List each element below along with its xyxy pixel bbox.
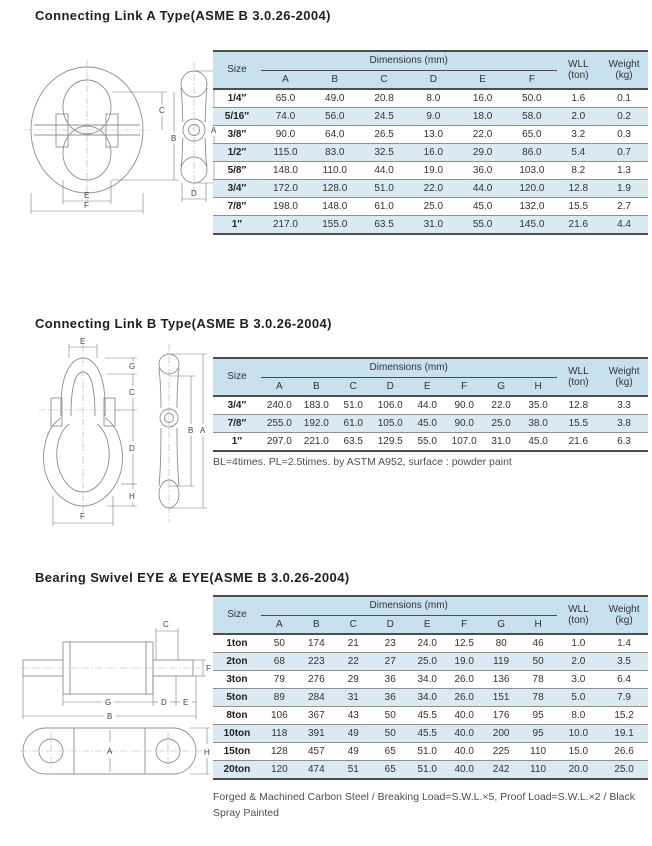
dim-cell: 49 [335, 725, 372, 743]
dim-label: A [211, 126, 217, 135]
weight-cell: 26.6 [600, 743, 648, 761]
dim-cell: 35.0 [520, 396, 557, 415]
dim-cell: 20.8 [359, 89, 408, 108]
dim-label: E [84, 191, 90, 200]
dim-column-header: F [446, 378, 483, 397]
dim-cell: 110.0 [310, 162, 359, 180]
size-cell: 1ton [213, 634, 261, 653]
swivel-note: Forged & Machined Carbon Steel / Breaking Load=S.W.L.×5, Proof Load=S.W.L.×2 / Black Spray Painted [213, 791, 635, 819]
weight-cell: 1.3 [600, 162, 648, 180]
wll-cell: 1.0 [557, 634, 601, 653]
wll-cell: 3.2 [557, 126, 601, 144]
dim-column-header: E [409, 378, 446, 397]
size-cell: 3ton [213, 671, 261, 689]
wll-cell: 5.0 [557, 689, 601, 707]
dim-column-header: B [310, 71, 359, 90]
dim-cell: 34.0 [409, 671, 446, 689]
weight-cell: 7.9 [600, 689, 648, 707]
dim-cell: 50 [520, 653, 557, 671]
dim-cell: 367 [298, 707, 335, 725]
dim-cell: 276 [298, 671, 335, 689]
dim-cell: 24.5 [359, 108, 408, 126]
dim-cell: 225 [483, 743, 520, 761]
dim-label: B [188, 426, 194, 435]
weight-cell: 0.7 [600, 144, 648, 162]
dim-cell: 474 [298, 761, 335, 780]
dim-cell: 83.0 [310, 144, 359, 162]
dim-cell: 391 [298, 725, 335, 743]
table-row [213, 89, 648, 108]
weight-cell: 3.5 [600, 653, 648, 671]
dim-cell: 45.0 [409, 415, 446, 433]
weight-cell: 25.0 [600, 761, 648, 780]
dim-cell: 110 [520, 761, 557, 780]
dim-cell: 55.0 [417, 435, 437, 447]
weight-cell: 1.9 [600, 180, 648, 198]
dim-cell: 58.0 [507, 108, 556, 126]
dim-cell: 89 [261, 689, 298, 707]
dim-cell: 128 [261, 743, 298, 761]
dim-cell: 129.5 [377, 435, 403, 447]
table-row [213, 108, 648, 126]
dim-column-header: E [409, 616, 446, 635]
dim-cell: 61.0 [335, 415, 372, 433]
dim-cell: 9.0 [409, 108, 458, 126]
dim-cell: 63.5 [359, 216, 408, 235]
dim-label: C [163, 620, 169, 629]
dim-cell: 29 [335, 671, 372, 689]
dim-cell: 145.0 [507, 216, 556, 235]
wll-column-header: WLL (ton) [557, 51, 601, 89]
dim-cell: 16.0 [409, 144, 458, 162]
dim-label: B [107, 712, 113, 721]
table-row [213, 671, 648, 689]
dim-column-header: E [458, 71, 507, 90]
dim-cell: 51.0 [335, 396, 372, 415]
dim-cell: 24.0 [409, 634, 446, 653]
dim-cell: 44.0 [409, 396, 446, 415]
dim-cell: 51.0 [359, 180, 408, 198]
dim-column-header: H [520, 616, 557, 635]
dim-cell: 26.5 [359, 126, 408, 144]
table-row [213, 144, 648, 162]
table-row [213, 653, 648, 671]
dim-cell: 65 [372, 761, 409, 780]
dim-label: G [129, 362, 136, 371]
dim-cell: 132.0 [507, 198, 556, 216]
weight-cell: 1.4 [600, 634, 648, 653]
dim-cell: 40.0 [446, 707, 483, 725]
dim-cell: 78 [520, 671, 557, 689]
dim-cell: 95 [520, 725, 557, 743]
dim-column-header: A [261, 71, 310, 90]
table-row [213, 396, 648, 415]
dim-cell: 40.0 [446, 725, 483, 743]
dim-cell: 16.0 [458, 89, 507, 108]
dim-cell: 22.0 [409, 180, 458, 198]
dim-cell: 50 [372, 707, 409, 725]
wll-cell: 20.0 [557, 761, 601, 780]
wll-cell: 15.0 [557, 743, 601, 761]
dim-cell: 25.0 [483, 415, 520, 433]
dim-cell: 255.0 [261, 415, 298, 433]
dim-label: F [84, 201, 89, 210]
size-cell: 7/8″ [213, 415, 261, 433]
dim-label: G [105, 698, 112, 707]
table-row [213, 725, 648, 743]
wll-cell: 21.6 [568, 435, 589, 447]
size-column-header: Size [213, 51, 261, 89]
weight-cell: 6.4 [600, 671, 648, 689]
dim-label: D [161, 698, 167, 707]
dim-cell: 25.0 [409, 198, 458, 216]
dim-cell: 49 [335, 743, 372, 761]
dim-cell: 457 [298, 743, 335, 761]
size-cell: 20ton [213, 761, 261, 780]
link-b-technical-drawing [25, 336, 215, 532]
size-cell: 5/16″ [213, 108, 261, 126]
dim-cell: 22.0 [483, 396, 520, 415]
wll-cell: 2.0 [557, 108, 601, 126]
wll-cell: 12.8 [557, 180, 601, 198]
dim-cell: 120 [261, 761, 298, 780]
table-row [213, 180, 648, 198]
dim-column-header: F [446, 616, 483, 635]
dim-cell: 155.0 [310, 216, 359, 235]
wll-column-header: WLL (ton) [557, 596, 601, 634]
dim-label: C [159, 106, 165, 115]
dim-label: D [191, 189, 197, 198]
dim-column-header: D [372, 616, 409, 635]
dim-column-header: B [298, 616, 335, 635]
dim-label: H [204, 748, 210, 757]
table-row [213, 433, 648, 452]
dim-cell: 31.0 [491, 435, 511, 447]
dim-column-header: G [483, 378, 520, 397]
dim-cell: 26.0 [446, 689, 483, 707]
dim-cell: 8.0 [409, 89, 458, 108]
dim-cell: 19.0 [409, 162, 458, 180]
size-column-header: Size [213, 358, 261, 396]
dim-cell: 45.0 [528, 435, 548, 447]
dim-cell: 176 [483, 707, 520, 725]
dim-cell: 65.0 [507, 126, 556, 144]
dim-cell: 65 [372, 743, 409, 761]
dim-cell: 31.0 [409, 216, 458, 235]
wll-cell: 5.4 [557, 144, 601, 162]
dim-cell: 18.0 [458, 108, 507, 126]
dim-cell: 106.0 [372, 396, 409, 415]
dim-label: B [171, 134, 177, 143]
table-row [213, 162, 648, 180]
weight-cell: 19.1 [600, 725, 648, 743]
dim-cell: 56.0 [310, 108, 359, 126]
dim-cell: 200 [483, 725, 520, 743]
size-cell: 1/2″ [213, 144, 261, 162]
swivel-spec-table [213, 595, 648, 780]
weight-cell: 2.7 [600, 198, 648, 216]
dim-column-header: B [298, 378, 335, 397]
dim-column-header: D [372, 378, 409, 397]
wll-cell: 15.5 [557, 198, 601, 216]
dim-cell: 105.0 [372, 415, 409, 433]
size-cell: 5/8″ [213, 162, 261, 180]
table-row [213, 198, 648, 216]
dim-cell: 148.0 [310, 198, 359, 216]
spec-table [213, 595, 648, 780]
weight-cell: 0.2 [600, 108, 648, 126]
weight-cell: 3.8 [600, 415, 648, 433]
dim-label: D [129, 444, 135, 453]
table-row [213, 743, 648, 761]
dim-column-header: C [335, 616, 372, 635]
weight-column-header: Weight (kg) [600, 51, 648, 89]
table-row [213, 761, 648, 780]
dim-cell: 174 [298, 634, 335, 653]
wll-cell: 8.0 [557, 707, 601, 725]
weight-column-header: Weight (kg) [600, 596, 648, 634]
dim-cell: 25.0 [409, 653, 446, 671]
dim-label: E [183, 698, 189, 707]
dim-cell: 221.0 [303, 435, 329, 447]
size-cell: 5ton [213, 689, 261, 707]
size-cell: 3/8″ [213, 126, 261, 144]
section-title-swivel: Bearing Swivel EYE & EYE(ASME B 3.0.26-2004) [35, 570, 350, 585]
dim-cell: 27 [372, 653, 409, 671]
dimensions-header: Dimensions (mm) [261, 358, 557, 378]
dim-label: C [129, 388, 135, 397]
dim-label: F [80, 512, 85, 521]
dim-cell: 240.0 [261, 396, 298, 415]
dim-cell: 217.0 [261, 216, 310, 235]
dim-cell: 36 [372, 689, 409, 707]
dim-cell: 50.0 [507, 89, 556, 108]
dim-cell: 46 [520, 634, 557, 653]
dim-column-header: F [507, 71, 556, 90]
size-cell: 3/4″ [213, 396, 261, 415]
dim-column-header: G [483, 616, 520, 635]
dim-label: F [206, 664, 211, 673]
dim-cell: 13.0 [409, 126, 458, 144]
dim-cell: 223 [298, 653, 335, 671]
dim-cell: 26.0 [446, 671, 483, 689]
dim-column-header: C [359, 71, 408, 90]
dim-cell: 148.0 [261, 162, 310, 180]
link-b-note: BL=4times. PL=2.5times. by ASTM A952, surface : powder paint [213, 456, 512, 468]
dim-cell: 183.0 [298, 396, 335, 415]
dim-cell: 40.0 [446, 761, 483, 780]
dimensions-header: Dimensions (mm) [261, 596, 557, 616]
table-row [213, 634, 648, 653]
table-row [213, 415, 648, 433]
dim-cell: 172.0 [261, 180, 310, 198]
dim-cell: 50 [372, 725, 409, 743]
spec-table [213, 50, 648, 235]
dim-cell: 44.0 [458, 180, 507, 198]
dim-cell: 107.0 [451, 435, 477, 447]
dim-cell: 90.0 [446, 415, 483, 433]
weight-column-header: Weight (kg) [600, 358, 648, 396]
dim-cell: 119 [483, 653, 520, 671]
dim-cell: 118 [261, 725, 298, 743]
size-cell: 8ton [213, 707, 261, 725]
dim-cell: 64.0 [310, 126, 359, 144]
dim-column-header: A [261, 378, 298, 397]
dim-cell: 34.0 [409, 689, 446, 707]
dim-cell: 50 [261, 634, 298, 653]
dim-cell: 110 [520, 743, 557, 761]
wll-cell: 8.2 [557, 162, 601, 180]
wll-cell: 15.5 [557, 415, 601, 433]
dim-cell: 22.0 [458, 126, 507, 144]
link-b-spec-table [213, 357, 648, 452]
wll-column-header: WLL (ton) [557, 358, 601, 396]
dim-cell: 90.0 [446, 396, 483, 415]
dim-cell: 36 [372, 671, 409, 689]
dim-column-header: C [335, 378, 372, 397]
dim-cell: 86.0 [507, 144, 556, 162]
dim-cell: 43 [335, 707, 372, 725]
dim-label: E [80, 337, 86, 346]
dim-cell: 44.0 [359, 162, 408, 180]
size-cell: 15ton [213, 743, 261, 761]
dim-cell: 12.5 [446, 634, 483, 653]
dim-cell: 36.0 [458, 162, 507, 180]
dim-cell: 63.5 [343, 435, 363, 447]
section-title-link-b: Connecting Link B Type(ASME B 3.0.26-2004) [35, 316, 332, 331]
dim-cell: 95 [520, 707, 557, 725]
dim-cell: 45.5 [409, 707, 446, 725]
dim-cell: 136 [483, 671, 520, 689]
wll-cell: 21.6 [557, 216, 601, 235]
size-column-header: Size [213, 596, 261, 634]
dim-cell: 106 [261, 707, 298, 725]
dim-cell: 192.0 [298, 415, 335, 433]
dim-cell: 90.0 [261, 126, 310, 144]
size-cell: 10ton [213, 725, 261, 743]
size-cell: 3/4″ [213, 180, 261, 198]
dim-cell: 79 [261, 671, 298, 689]
dim-cell: 284 [298, 689, 335, 707]
dim-label: A [107, 747, 113, 756]
wll-cell: 12.8 [557, 396, 601, 415]
dim-cell: 61.0 [359, 198, 408, 216]
dim-cell: 65.0 [261, 89, 310, 108]
size-cell: 1″ [231, 435, 243, 447]
section-title-link-a: Connecting Link A Type(ASME B 3.0.26-2004) [35, 8, 331, 23]
dim-column-header: H [520, 378, 557, 397]
dim-cell: 45.5 [409, 725, 446, 743]
wll-cell: 10.0 [557, 725, 601, 743]
size-cell: 2ton [213, 653, 261, 671]
wll-cell: 3.0 [557, 671, 601, 689]
dim-label: H [129, 492, 135, 501]
table-row [213, 126, 648, 144]
dim-cell: 40.0 [446, 743, 483, 761]
dim-label: A [200, 426, 206, 435]
weight-cell: 15.2 [600, 707, 648, 725]
dim-column-header: D [409, 71, 458, 90]
dim-cell: 242 [483, 761, 520, 780]
dim-cell: 29.0 [458, 144, 507, 162]
spec-table [213, 357, 648, 452]
dim-cell: 21 [335, 634, 372, 653]
table-row [213, 216, 648, 235]
dim-cell: 22 [335, 653, 372, 671]
size-cell: 1″ [213, 216, 261, 235]
table-row [213, 689, 648, 707]
dim-cell: 51 [335, 761, 372, 780]
dim-cell: 32.5 [359, 144, 408, 162]
weight-cell: 3.3 [600, 396, 648, 415]
dim-cell: 45.0 [458, 198, 507, 216]
dim-cell: 23 [372, 634, 409, 653]
dim-cell: 68 [261, 653, 298, 671]
dim-column-header: A [261, 616, 298, 635]
dim-cell: 120.0 [507, 180, 556, 198]
dim-cell: 38.0 [520, 415, 557, 433]
table-row [213, 707, 648, 725]
dim-cell: 51.0 [409, 761, 446, 780]
dimensions-header: Dimensions (mm) [261, 51, 557, 71]
link-a-spec-table [213, 50, 648, 235]
dim-cell: 128.0 [310, 180, 359, 198]
dim-cell: 115.0 [261, 144, 310, 162]
dim-cell: 78 [520, 689, 557, 707]
dim-cell: 80 [483, 634, 520, 653]
link-a-technical-drawing [22, 52, 218, 222]
dim-cell: 55.0 [458, 216, 507, 235]
dim-cell: 103.0 [507, 162, 556, 180]
size-cell: 1/4″ [213, 89, 261, 108]
dim-cell: 151 [483, 689, 520, 707]
dim-cell: 51.0 [409, 743, 446, 761]
wll-cell: 1.6 [557, 89, 601, 108]
dim-cell: 297.0 [266, 435, 292, 447]
dim-cell: 31 [335, 689, 372, 707]
wll-cell: 2.0 [557, 653, 601, 671]
dim-cell: 74.0 [261, 108, 310, 126]
weight-cell: 0.1 [600, 89, 648, 108]
size-cell: 7/8″ [213, 198, 261, 216]
dim-cell: 49.0 [310, 89, 359, 108]
weight-cell: 4.4 [600, 216, 648, 235]
swivel-technical-drawing [20, 616, 212, 780]
weight-cell: 0.3 [600, 126, 648, 144]
dim-cell: 198.0 [261, 198, 310, 216]
weight-cell: 6.3 [617, 435, 631, 447]
dim-cell: 19.0 [446, 653, 483, 671]
